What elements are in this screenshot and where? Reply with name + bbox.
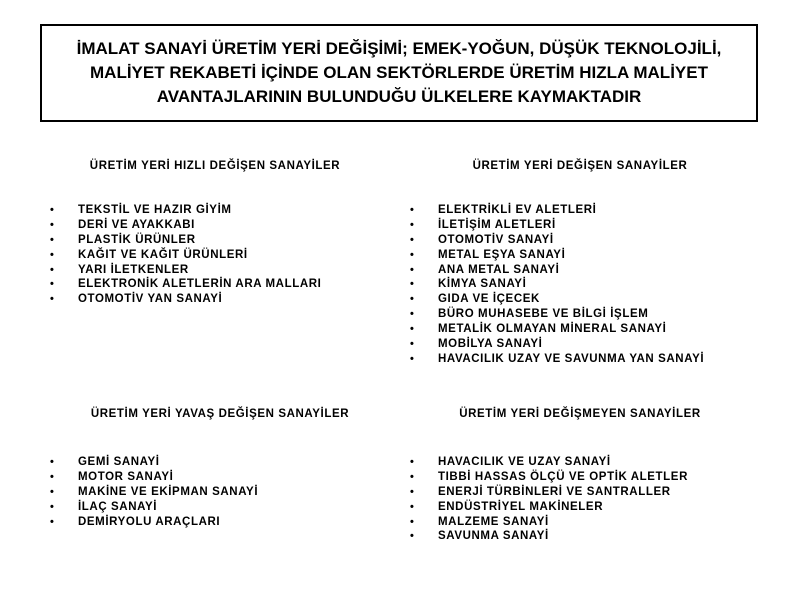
title-line: İMALAT SANAYİ ÜRETİM YERİ DEĞİŞİMİ; EMEK-YOĞUN, DÜŞÜK TEKNOLOJİLİ, [76, 39, 722, 58]
list-item-label: TEKSTİL VE HAZIR GİYİM [78, 204, 232, 216]
list-item-label: İLETİŞİM ALETLERİ [438, 218, 556, 231]
list-item-label: BÜRO MUHASEBE VE BİLGİ İŞLEM [438, 308, 649, 321]
bullet-icon: • [410, 338, 415, 351]
bullet-icon: • [50, 233, 55, 246]
bullet-icon: • [410, 263, 415, 276]
bullet-icon: • [410, 500, 415, 513]
bullet-icon: • [50, 248, 55, 261]
list-item-label: OTOMOTİV SANAYİ [438, 233, 554, 246]
list-item-label: MALZEME SANAYİ [438, 515, 549, 528]
bullet-icon: • [410, 248, 415, 261]
list-item-label: METALİK OLMAYAN MİNERAL SANAYİ [438, 323, 667, 336]
list-item-label: METAL EŞYA SANAYİ [438, 248, 566, 261]
list-item-label: MAKİNE VE EKİPMAN SANAYİ [78, 485, 259, 498]
section-slow-changing-industries [50, 408, 410, 528]
list-item-label: YARI İLETKENLER [78, 263, 189, 276]
list-item-label: DERİ VE AYAKKABI [78, 218, 195, 231]
bullet-icon: • [410, 278, 415, 291]
section-heading: ÜRETİM YERİ YAVAŞ DEĞİŞEN SANAYİLER [90, 408, 350, 420]
bullet-icon: • [50, 485, 55, 498]
section-fast-changing-industries [50, 160, 410, 306]
list-item-label: KİMYA SANAYİ [438, 278, 527, 291]
list-item-label: İLAÇ SANAYİ [78, 500, 158, 513]
list-item-label: ELEKTRONİK ALETLERİN ARA MALLARI [78, 278, 322, 291]
bullet-icon: • [50, 470, 55, 483]
list-item-label: GIDA VE İÇECEK [438, 293, 540, 306]
bullet-icon: • [410, 530, 415, 543]
bullet-icon: • [410, 485, 415, 498]
title-line: MALİYET REKABETİ İÇİNDE OLAN SEKTÖRLERDE ÜRETİM HIZLA MALİYET [90, 63, 708, 82]
list-item-label: HAVACILIK UZAY VE SAVUNMA YAN SANAYİ [438, 352, 705, 365]
bullet-icon: • [50, 278, 55, 291]
bullet-icon: • [50, 515, 55, 528]
list-item-label: SAVUNMA SANAYİ [438, 530, 549, 543]
list-item-label: PLASTİK ÜRÜNLER [78, 233, 196, 246]
list-item-label: ELEKTRİKLİ EV ALETLERİ [438, 204, 597, 216]
bullet-icon: • [410, 470, 415, 483]
bullet-icon: • [50, 218, 55, 231]
bullet-icon: • [410, 204, 415, 216]
bullet-icon: • [410, 233, 415, 246]
list-item-label: MOTOR SANAYİ [78, 470, 174, 483]
bullet-icon: • [410, 323, 415, 336]
bullet-icon: • [410, 308, 415, 321]
bullet-icon: • [410, 293, 415, 306]
bullet-icon: • [410, 218, 415, 231]
list-item-label: KAĞIT VE KAĞIT ÜRÜNLERİ [78, 248, 248, 261]
bullet-icon: • [50, 456, 55, 468]
section-heading: ÜRETİM YERİ DEĞİŞEN SANAYİLER [472, 160, 688, 172]
list-item-label: OTOMOTİV YAN SANAYİ [78, 293, 223, 306]
list-item-label: DEMİRYOLU ARAÇLARI [78, 515, 221, 528]
section-heading: ÜRETİM YERİ DEĞİŞMEYEN SANAYİLER [459, 408, 701, 420]
bullet-icon: • [410, 515, 415, 528]
bullet-icon: • [410, 456, 415, 468]
bullet-icon: • [50, 204, 55, 216]
title-line: AVANTAJLARININ BULUNDUĞU ÜLKELERE KAYMAKTADIR [156, 87, 642, 106]
list-item-label: ENERJİ TÜRBİNLERİ VE SANTRALLER [438, 485, 671, 498]
section-heading: ÜRETİM YERİ HIZLI DEĞİŞEN SANAYİLER [89, 160, 341, 172]
list-item-label: ANA METAL SANAYİ [438, 263, 560, 276]
section-changing-industries [410, 160, 770, 365]
list-item-label: TIBBİ HASSAS ÖLÇÜ VE OPTİK ALETLER [438, 470, 688, 483]
bullet-icon: • [50, 500, 55, 513]
bullet-icon: • [410, 352, 415, 365]
list-item-label: HAVACILIK VE UZAY SANAYİ [438, 456, 611, 468]
bullet-icon: • [50, 293, 55, 306]
list-item-label: MOBİLYA SANAYİ [438, 338, 543, 351]
section-unchanging-industries [410, 408, 770, 543]
list-item-label: ENDÜSTRİYEL MAKİNELER [438, 500, 604, 513]
title-box [40, 24, 758, 122]
bullet-icon: • [50, 263, 55, 276]
list-item-label: GEMİ SANAYİ [78, 456, 160, 468]
